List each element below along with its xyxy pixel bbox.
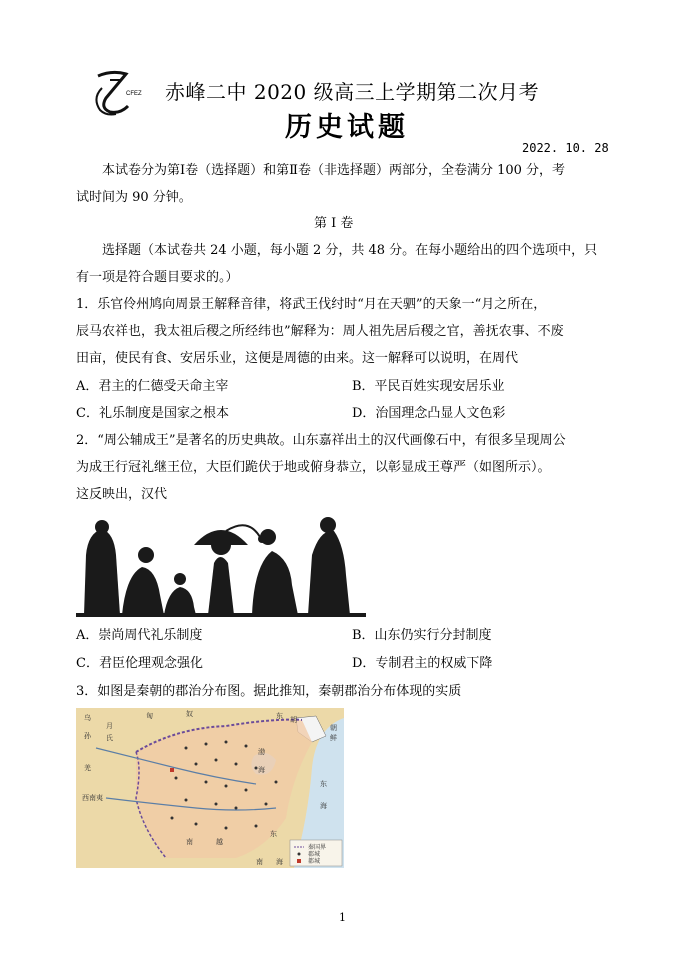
svg-text:朝: 朝 — [330, 725, 337, 732]
q2-option-c: C．君臣伦理观念强化 — [76, 656, 203, 671]
intro-line-1: 本试卷分为第Ⅰ卷（选择题）和第Ⅱ卷（非选择题）两部分，全卷满分 100 分，考 — [102, 163, 566, 178]
q1-stem-line-3: 田亩，使民有食、安居乐业，这便是周德的由来。这一解释可以说明，在周代 — [76, 351, 519, 366]
svg-text:氏: 氏 — [106, 735, 113, 742]
school-logo — [92, 68, 148, 118]
page-number: 1 — [339, 911, 346, 924]
q2-option-b: B．山东仍实行分封制度 — [352, 628, 492, 643]
svg-text:越: 越 — [216, 839, 223, 846]
svg-text:秦国界: 秦国界 — [308, 845, 327, 851]
svg-text:胡: 胡 — [290, 717, 297, 724]
q2-option-d: D．专制君主的权威下降 — [352, 656, 493, 671]
svg-text:海: 海 — [276, 859, 283, 866]
instructions-line-2: 有一项是符合题目要求的。） — [76, 270, 239, 285]
svg-text:乌: 乌 — [84, 715, 91, 722]
exam-date: 2022. 10. 28 — [522, 141, 609, 155]
svg-text:月: 月 — [106, 723, 113, 730]
svg-text:东: 东 — [320, 781, 327, 788]
q1-option-a: A．君主的仁德受天命主宰 — [76, 379, 229, 394]
svg-text:东: 东 — [270, 831, 277, 838]
instructions-line-1: 选择题（本试卷共 24 小题，每小题 2 分，共 48 分。在每小题给出的四个选项中，只 — [102, 243, 598, 258]
subject-title: 历史试题 — [285, 112, 409, 143]
q1-stem-line-1: 1．乐官伶州鸠向周景王解释音律，将武王伐纣时“月在天驷”的天象一“月之所在， — [76, 297, 547, 312]
q2-option-a: A．崇尚周代礼乐制度 — [76, 628, 203, 643]
svg-text:匈: 匈 — [146, 713, 153, 720]
svg-text:CFEZ: CFEZ — [126, 91, 142, 97]
q1-option-b: B．平民百姓实现安居乐业 — [352, 379, 505, 394]
q1-stem-line-2: 辰马农祥也，我太祖后稷之所经纬也”解释为：周人祖先居后稷之官，善抚农事、不废 — [76, 324, 564, 339]
section-title: 第 Ⅰ 卷 — [314, 216, 354, 231]
svg-text:南: 南 — [186, 839, 193, 846]
q1-option-d: D．治国理念凸显人文色彩 — [352, 406, 506, 421]
svg-text:羌: 羌 — [84, 765, 91, 772]
svg-text:东: 东 — [276, 713, 283, 720]
svg-text:南: 南 — [256, 859, 263, 866]
q2-stem-line-2: 为成王行冠礼继王位，大臣们跪伏于地或俯身恭立，以彰显成王尊严（如图所示）。 — [76, 460, 551, 475]
intro-line-2: 试时间为 90 分钟。 — [76, 190, 192, 205]
svg-text:郡城: 郡城 — [308, 852, 321, 858]
qin-commandery-map — [76, 708, 344, 868]
han-stone-relief-image — [76, 515, 366, 620]
map-legend — [290, 840, 342, 866]
svg-text:渤: 渤 — [258, 749, 265, 756]
q3-stem-line-1: 3．如图是秦朝的郡治分布图。据此推知，秦朝郡治分布体现的实质 — [76, 684, 462, 699]
svg-text:海: 海 — [320, 803, 327, 810]
school-exam-title: 赤峰二中 2020 级高三上学期第二次月考 — [165, 80, 540, 104]
q1-option-c: C．礼乐制度是国家之根本 — [76, 406, 229, 421]
svg-text:西南夷: 西南夷 — [82, 795, 103, 802]
svg-text:海: 海 — [258, 767, 265, 774]
svg-text:孙: 孙 — [84, 733, 91, 740]
svg-text:奴: 奴 — [186, 711, 193, 718]
svg-text:鲜: 鲜 — [330, 735, 337, 742]
q2-stem-line-1: 2．“周公辅成王”是著名的历史典故。山东嘉祥出土的汉代画像石中，有很多呈现周公 — [76, 433, 566, 448]
svg-text:都城: 都城 — [308, 859, 321, 865]
q2-stem-line-3: 这反映出，汉代 — [76, 487, 168, 502]
